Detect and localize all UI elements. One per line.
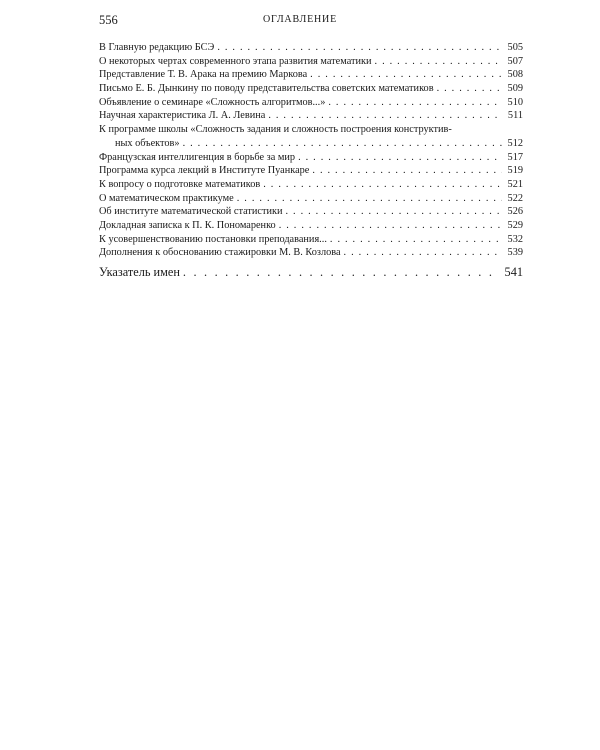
dot-leader: [312, 164, 502, 178]
running-head: ОГЛАВЛЕНИЕ: [263, 14, 337, 25]
page-number: 556: [99, 13, 118, 27]
toc-entry-title: О математическом практикуме: [99, 192, 234, 204]
toc-entry-page: 505: [507, 42, 523, 53]
index-page: 541: [504, 265, 523, 279]
toc-entry-title: Докладная записка к П. К. Пономаренко: [99, 219, 276, 231]
toc-entry-page: 507: [507, 55, 523, 67]
toc-entry[interactable]: [99, 233, 523, 247]
dot-leader: [310, 68, 502, 82]
toc-entry-page: 522: [507, 192, 523, 204]
toc-entry-title: К усовершенствованию постановки преподавания...: [99, 233, 327, 245]
dot-leader: [285, 205, 502, 219]
dot-leader: [375, 55, 502, 69]
toc-entry-title: Дополнения к обоснованию стажировки М. В. Козлова: [99, 247, 341, 259]
toc-entry[interactable]: [99, 205, 523, 219]
dot-leader: [330, 233, 502, 247]
dot-leader: [279, 219, 502, 233]
toc-entry[interactable]: [99, 164, 523, 178]
dot-leader: [437, 82, 502, 96]
toc-entry-title-continued: ных объектов»: [115, 137, 180, 149]
dot-leader: [268, 109, 502, 123]
toc-entry-title: Французская интеллигенция в борьбе за мир: [99, 151, 296, 163]
dot-leader: [263, 178, 502, 192]
toc-entry-page: 512: [507, 137, 523, 149]
toc-entry-title: В Главную редакцию БСЭ: [99, 42, 215, 53]
index-title: Указатель имен: [99, 265, 180, 279]
toc-entry-title: К вопросу о подготовке математиков: [99, 178, 261, 190]
dot-leader: [183, 137, 502, 151]
toc-entry[interactable]: [99, 219, 523, 233]
table-of-contents: [99, 41, 523, 260]
toc-entry-page: 539: [507, 247, 523, 259]
dot-leader: [237, 192, 502, 206]
toc-entry[interactable]: [99, 151, 523, 165]
toc-entry-page: 526: [507, 206, 523, 218]
dot-leader: [217, 41, 502, 55]
toc-entry[interactable]: [99, 246, 523, 260]
dot-leader: [344, 246, 502, 260]
toc-entry[interactable]: [99, 178, 523, 192]
toc-entry-title: Объявление о семинаре «Сложность алгоритмов...»: [99, 96, 326, 108]
toc-entry-title: Научная характеристика Л. А. Левина: [99, 110, 266, 122]
toc-entry[interactable]: [99, 55, 523, 69]
toc-entry[interactable]: [99, 41, 523, 55]
toc-entry-page: 519: [507, 165, 523, 177]
toc-entry[interactable]: [99, 82, 523, 96]
toc-entry[interactable]: [99, 192, 523, 206]
dot-leader: [328, 96, 502, 110]
toc-entry-page: 511: [507, 110, 523, 122]
toc-entry-page: 508: [507, 69, 523, 81]
toc-entry-page: 532: [507, 233, 523, 245]
toc-entry-title: О некоторых чертах современного этапа развития математики: [99, 55, 372, 67]
toc-entry[interactable]: [99, 109, 523, 123]
toc-entry[interactable]: [99, 123, 523, 150]
dot-leader: [183, 265, 498, 280]
index-of-names-entry[interactable]: [99, 265, 523, 280]
toc-entry-page: 529: [507, 219, 523, 231]
toc-entry-title: Об институте математической статистики: [99, 206, 283, 218]
toc-entry-page: 521: [507, 178, 523, 190]
toc-entry-title: Представление Т. В. Арака на премию Маркова: [99, 69, 308, 81]
toc-entry-title: Программа курса лекций в Институте Пуанкаре: [99, 165, 310, 177]
toc-entry-page: 517: [507, 151, 523, 163]
toc-entry-title: К программе школы «Сложность задания и сложность построения конструктив-: [99, 124, 452, 136]
dot-leader: [298, 151, 502, 165]
toc-entry[interactable]: [99, 68, 523, 82]
toc-entry-title: Письмо Е. Б. Дынкину по поводу представительства советских математиков: [99, 83, 434, 95]
toc-entry-page: 510: [507, 96, 523, 108]
toc-entry[interactable]: [99, 96, 523, 110]
toc-entry-page: 509: [507, 83, 523, 95]
